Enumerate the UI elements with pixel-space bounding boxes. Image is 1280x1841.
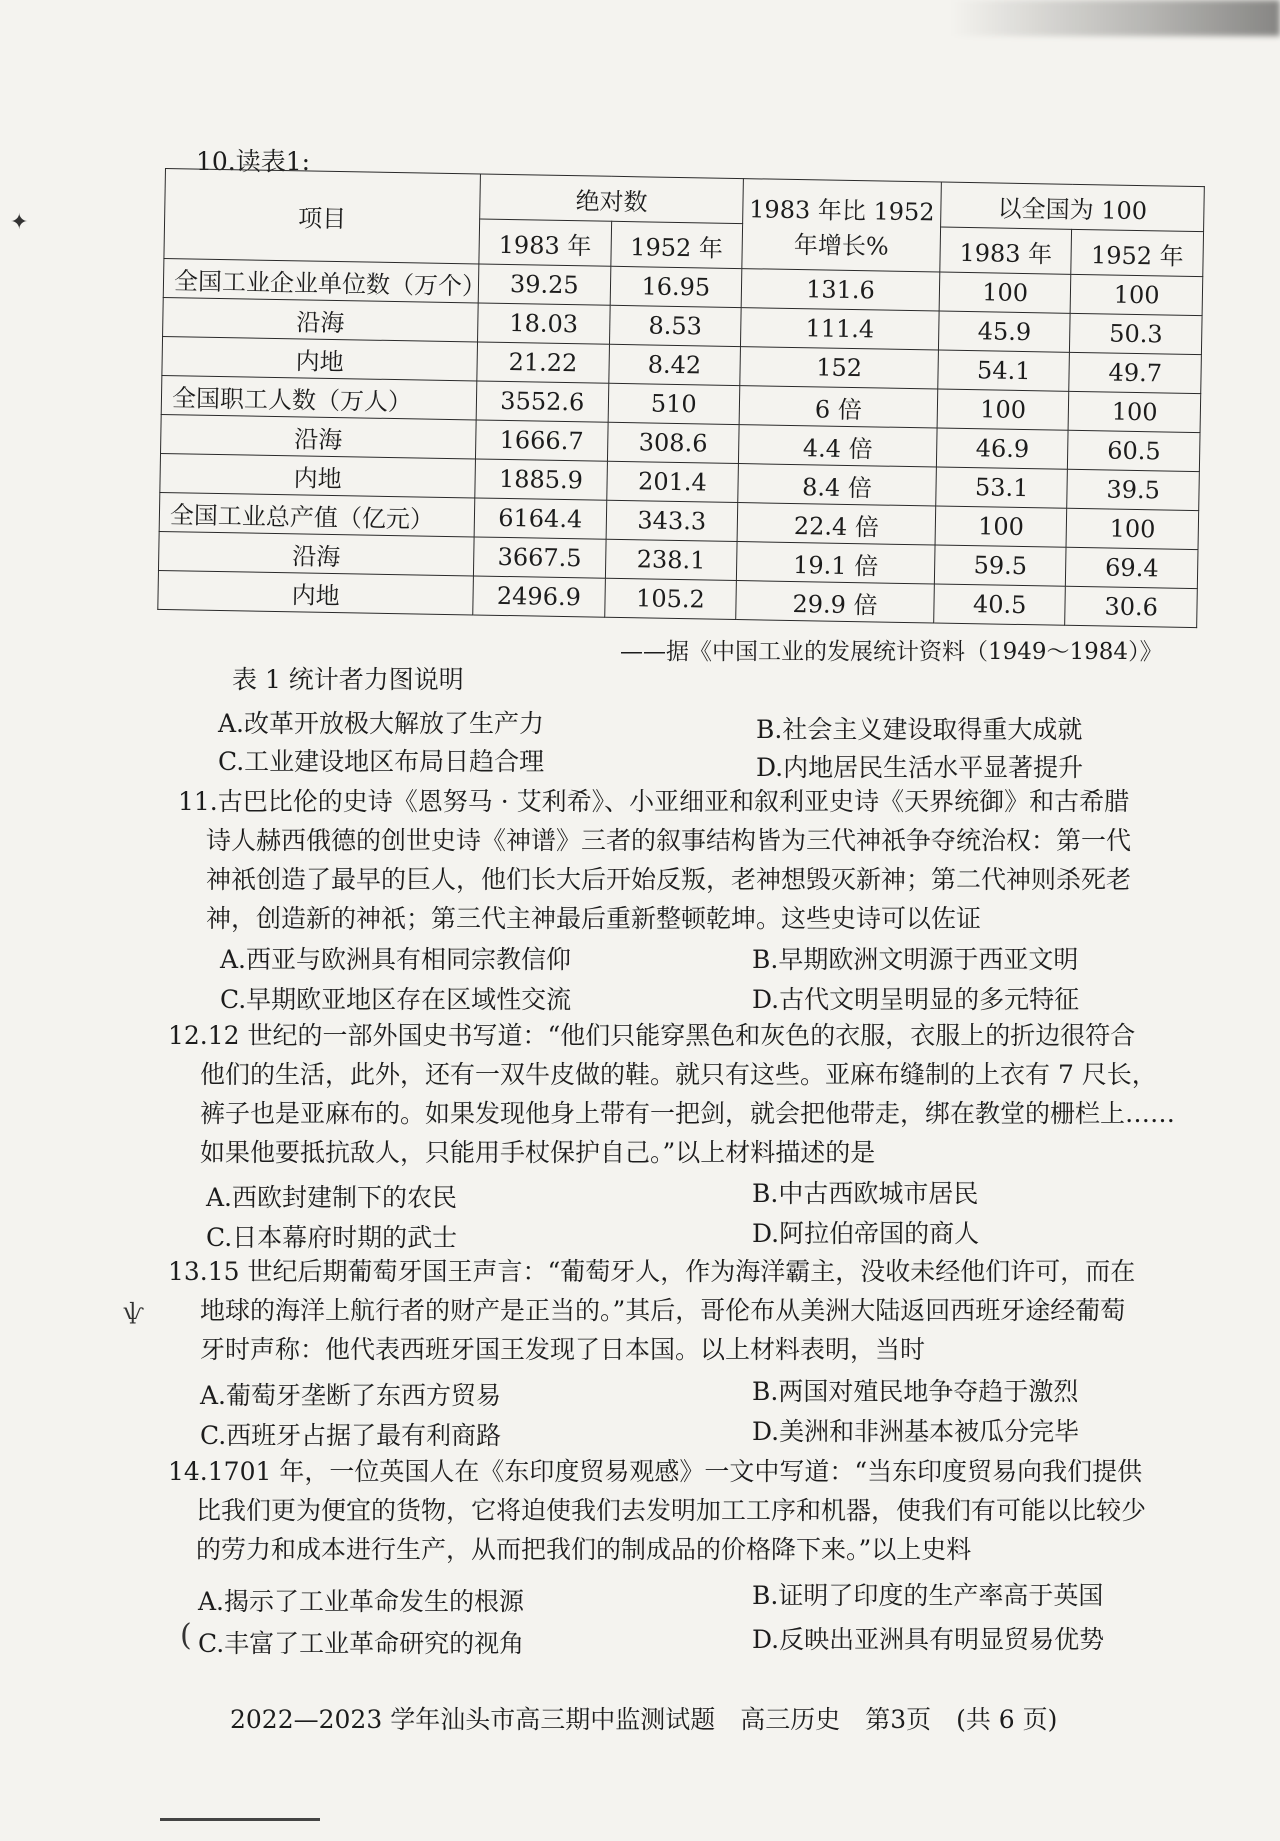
row-item: 内地	[162, 336, 478, 380]
q12-option-d[interactable]: D.阿拉伯帝国的商人	[752, 1219, 980, 1248]
q11-stem-line: 神祇创造了最早的巨人，他们长大后开始反叛，老神想毁灭新神；第二代神则杀死老	[206, 865, 1132, 894]
cell-idx-1983: 46.9	[936, 428, 1068, 469]
row-item: 沿海	[161, 414, 477, 458]
cell-idx-1983: 100	[935, 506, 1067, 547]
pencil-dot-mark: ✦	[10, 210, 29, 235]
cell-1952: 8.53	[609, 305, 741, 346]
cell-idx-1952: 30.6	[1065, 586, 1197, 627]
q14-stem-line: 的劳力和成本进行生产，从而把我们的制成品的价格降下来。”以上史料	[196, 1535, 972, 1564]
q12-stem	[168, 1016, 1175, 1172]
cell-idx-1983: 59.5	[934, 545, 1066, 586]
cell-1983: 1885.9	[475, 459, 607, 500]
q10-option-a[interactable]: A.改革开放极大解放了生产力	[218, 709, 545, 738]
cell-growth: 111.4	[741, 308, 939, 350]
cell-1952: 105.2	[604, 578, 736, 619]
cell-1983: 2496.9	[473, 576, 605, 617]
cell-growth: 131.6	[741, 269, 939, 311]
cell-idx-1952: 69.4	[1066, 547, 1198, 588]
cell-idx-1983: 100	[939, 272, 1071, 313]
cell-idx-1952: 49.7	[1069, 352, 1201, 393]
cell-idx-1983: 54.1	[938, 350, 1070, 391]
q11-stem	[178, 782, 1131, 938]
q13-stem-line: 牙时声称：他代表西班牙国王发现了日本国。以上材料表明，当时	[200, 1335, 926, 1364]
q14-stem-line: 比我们更为便宜的货物，它将迫使我们去发明加工工序和机器，使我们有可能以比较少	[196, 1496, 1147, 1525]
cell-growth: 4.4 倍	[739, 425, 937, 467]
header-growth: 1983 年比 1952 年增长%	[742, 179, 941, 272]
q14-stem	[168, 1452, 1146, 1569]
q10-option-c[interactable]: C.工业建设地区布局日趋合理	[218, 747, 545, 776]
cell-growth: 29.9 倍	[736, 581, 934, 623]
cell-1952: 308.6	[607, 422, 739, 463]
cell-growth: 6 倍	[739, 386, 937, 428]
q12-option-b[interactable]: B.中古西欧城市居民	[752, 1179, 979, 1208]
cell-1983: 18.03	[478, 303, 610, 344]
q14-option-d[interactable]: D.反映出亚洲具有明显贸易优势	[752, 1625, 1105, 1654]
cell-idx-1952: 100	[1069, 391, 1201, 432]
cell-idx-1983: 53.1	[936, 467, 1068, 508]
q11-option-d[interactable]: D.古代文明呈明显的多元特征	[752, 985, 1080, 1014]
cell-1952: 201.4	[606, 461, 738, 502]
q11-stem-line: 11.古巴比伦的史诗《恩努马 · 艾利希》、小亚细亚和叙利亚史诗《天界统御》和古希腊	[178, 787, 1130, 816]
q12-stem-line: 12.12 世纪的一部外国史书写道：“他们只能穿黑色和灰色的衣服，衣服上的折边很符合	[168, 1021, 1136, 1050]
cell-1983: 3552.6	[476, 381, 608, 422]
q13-stem	[168, 1252, 1135, 1369]
cell-idx-1952: 50.3	[1070, 313, 1202, 354]
header-item: 项目	[164, 169, 481, 264]
cell-1952: 8.42	[608, 344, 740, 385]
cell-idx-1983: 40.5	[934, 584, 1066, 625]
header-idx-1952: 1952 年	[1071, 229, 1203, 276]
table-source: ——据《中国工业的发展统计资料（1949～1984）》	[620, 639, 1163, 665]
q12-stem-line: 裤子也是亚麻布的。如果发现他身上带有一把剑，就会把他带走，绑在教堂的栅栏上……	[200, 1099, 1176, 1128]
row-item: 沿海	[158, 531, 474, 575]
q11-option-a[interactable]: A.西亚与欧洲具有相同宗教信仰	[220, 945, 572, 974]
row-item: 沿海	[163, 297, 479, 341]
pencil-check-mark: ѱ	[124, 1300, 144, 1325]
q11-stem-line: 诗人赫西俄德的创世史诗《神谱》三者的叙事结构皆为三代神祇争夺统治权：第一代	[206, 826, 1132, 855]
cell-1952: 16.95	[610, 266, 742, 307]
q14-option-c[interactable]: C.丰富了工业革命研究的视角	[198, 1629, 525, 1658]
row-item: 内地	[160, 453, 476, 497]
statistics-table	[157, 168, 1205, 628]
q11-option-c[interactable]: C.早期欧亚地区存在区域性交流	[220, 985, 572, 1014]
q11-stem-line: 神，创造新的神祇；第三代主神最后重新整顿乾坤。这些史诗可以佐证	[206, 904, 982, 933]
q10-stem: 表 1 统计者力图说明	[232, 665, 464, 694]
q13-stem-line: 地球的海洋上航行者的财产是正当的。”其后，哥伦布从美洲大陆返回西班牙途经葡萄	[200, 1296, 1126, 1325]
cell-growth: 19.1 倍	[737, 542, 935, 584]
bottom-rule	[160, 1818, 320, 1821]
cell-1952: 343.3	[606, 500, 738, 541]
q12-option-a[interactable]: A.西欧封建制下的农民	[206, 1183, 458, 1212]
cell-growth: 8.4 倍	[738, 464, 936, 506]
scan-smudge	[950, 0, 1280, 36]
q14-option-b[interactable]: B.证明了印度的生产率高于英国	[752, 1581, 1104, 1610]
cell-1952: 510	[608, 383, 740, 424]
q10-option-d[interactable]: D.内地居民生活水平显著提升	[756, 753, 1084, 782]
q13-stem-line: 13.15 世纪后期葡萄牙国王声言：“葡萄牙人，作为海洋霸主，没收未经他们许可，而在	[168, 1257, 1136, 1286]
q14-option-a[interactable]: A.揭示了工业革命发生的根源	[198, 1587, 525, 1616]
cell-idx-1952: 60.5	[1068, 430, 1200, 471]
row-item: 全国工业企业单位数（万个）	[163, 258, 479, 302]
q12-option-c[interactable]: C.日本幕府时期的武士	[206, 1223, 458, 1252]
header-absolute: 绝对数	[480, 174, 744, 224]
q14-stem-line: 14.1701 年，一位英国人在《东印度贸易观感》一文中写道：“当东印度贸易向我们提供	[168, 1457, 1143, 1486]
header-abs-1952: 1952 年	[610, 221, 742, 268]
cell-idx-1952: 100	[1066, 508, 1198, 549]
cell-growth: 22.4 倍	[737, 503, 935, 545]
q11-option-b[interactable]: B.早期欧洲文明源于西亚文明	[752, 945, 1079, 974]
cell-1983: 21.22	[477, 342, 609, 383]
cell-idx-1983: 45.9	[938, 311, 1070, 352]
header-index: 以全国为 100	[941, 182, 1205, 232]
q13-option-d[interactable]: D.美洲和非洲基本被瓜分完毕	[752, 1417, 1080, 1446]
cell-idx-1952: 100	[1071, 274, 1203, 315]
q10-intro: 10.读表1:	[196, 147, 311, 176]
header-abs-1983: 1983 年	[479, 219, 611, 266]
q13-option-a[interactable]: A.葡萄牙垄断了东西方贸易	[200, 1381, 502, 1410]
cell-1983: 1666.7	[476, 420, 608, 461]
cell-1983: 3667.5	[473, 537, 605, 578]
cell-idx-1952: 39.5	[1067, 469, 1199, 510]
cell-1952: 238.1	[605, 539, 737, 580]
q13-option-c[interactable]: C.西班牙占据了最有利商路	[200, 1421, 502, 1450]
cell-1983: 39.25	[478, 264, 610, 305]
row-item: 全国工业总产值（亿元）	[159, 492, 475, 536]
pencil-bracket-mark: (	[180, 1618, 192, 1653]
page-footer: 2022—2023 学年汕头市高三期中监测试题 高三历史 第3页 (共 6 页)	[230, 1705, 1058, 1734]
q12-stem-line: 他们的生活，此外，还有一双牛皮做的鞋。就只有这些。亚麻布缝制的上衣有 7 尺长，	[200, 1060, 1157, 1089]
row-item: 全国职工人数（万人）	[161, 375, 477, 419]
cell-idx-1983: 100	[937, 389, 1069, 430]
cell-1983: 6164.4	[474, 498, 606, 539]
header-idx-1983: 1983 年	[940, 227, 1072, 274]
cell-growth: 152	[740, 347, 938, 389]
row-item: 内地	[158, 570, 474, 614]
q13-option-b[interactable]: B.两国对殖民地争夺趋于激烈	[752, 1377, 1079, 1406]
q12-stem-line: 如果他要抵抗敌人，只能用手杖保护自己。”以上材料描述的是	[200, 1138, 876, 1167]
q10-option-b[interactable]: B.社会主义建设取得重大成就	[756, 715, 1083, 744]
